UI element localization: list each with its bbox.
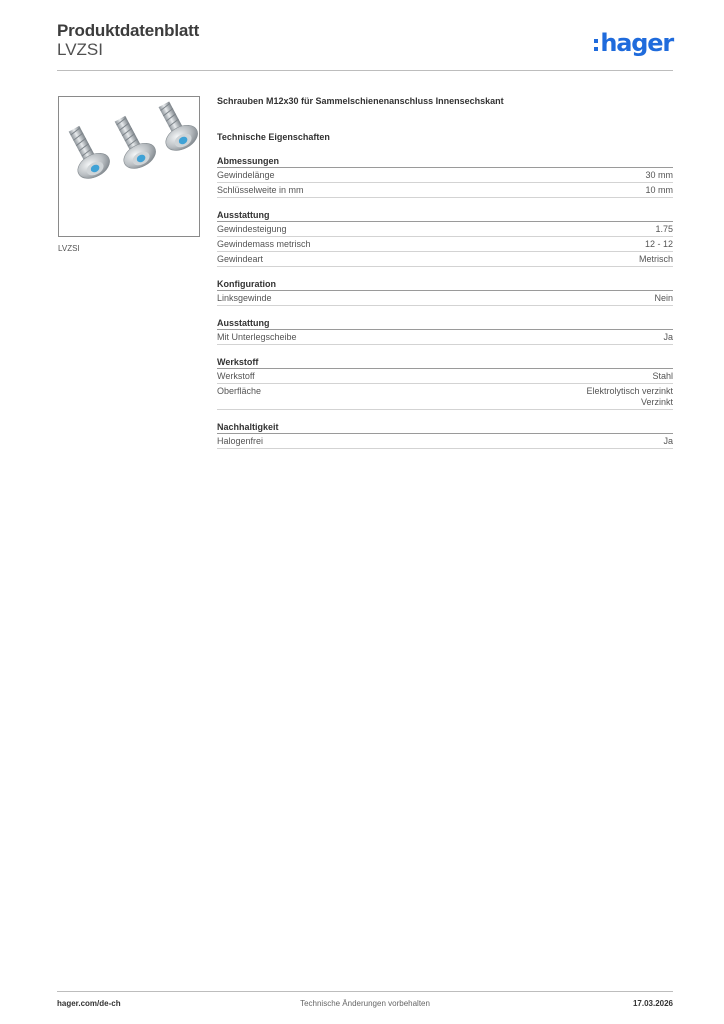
- property-label: Gewindesteigung: [217, 224, 287, 234]
- property-row: [217, 168, 673, 183]
- screws-product-image-icon: [59, 97, 199, 236]
- document-title: Produktdatenblatt: [57, 21, 200, 40]
- property-row: [217, 237, 673, 252]
- properties-sections: [217, 155, 673, 449]
- section-title: Werkstoff: [217, 356, 673, 369]
- property-label: Mit Unterlegscheibe: [217, 332, 297, 342]
- property-row: [217, 183, 673, 198]
- footer-date: 17.03.2026: [632, 999, 673, 1008]
- property-value: [663, 332, 673, 343]
- property-row: [217, 434, 673, 449]
- property-section: [217, 421, 673, 449]
- property-label: Oberfläche: [217, 386, 262, 396]
- property-label: Gewindelänge: [217, 170, 275, 180]
- page-footer: [57, 991, 673, 1014]
- section-title: Ausstattung: [217, 209, 673, 222]
- property-value-line: 1.75: [655, 224, 673, 234]
- product-name: Schrauben M12x30 für Sammelschienenanschluss Innensechskant: [217, 96, 504, 106]
- property-value-line: 12 - 12: [644, 239, 673, 249]
- property-row: [217, 384, 673, 410]
- section-title: Konfiguration: [217, 278, 673, 291]
- product-details: [217, 94, 673, 449]
- technical-properties-heading: Technische Eigenschaften: [217, 132, 330, 142]
- hager-logo: [594, 28, 673, 58]
- property-row: [217, 330, 673, 345]
- property-section: [217, 317, 673, 345]
- page-header: [57, 20, 673, 71]
- property-section: [217, 209, 673, 267]
- property-value-line: Ja: [663, 332, 673, 342]
- property-value: [645, 170, 673, 181]
- property-label: Gewindemass metrisch: [217, 239, 311, 249]
- property-value-line: Elektrolytisch verzinkt: [586, 386, 673, 396]
- property-value: [663, 436, 673, 447]
- section-title: Abmessungen: [217, 155, 673, 168]
- product-image: [58, 96, 200, 237]
- property-label: Halogenfrei: [217, 436, 264, 446]
- footer-website: hager.com/de-ch: [57, 999, 121, 1008]
- property-value: [645, 185, 673, 196]
- property-value-line: Stahl: [652, 371, 673, 381]
- logo-text: hager: [600, 29, 673, 57]
- property-label: Gewindeart: [217, 254, 264, 264]
- property-label: Schlüsselweite in mm: [217, 185, 304, 195]
- property-value: [645, 239, 673, 250]
- property-section: [217, 356, 673, 410]
- property-value-line: Verzinkt: [640, 397, 673, 407]
- property-value-line: Metrisch: [638, 254, 673, 264]
- property-value-line: 30 mm: [645, 170, 673, 180]
- section-title: Nachhaltigkeit: [217, 421, 673, 434]
- section-title: Ausstattung: [217, 317, 673, 330]
- property-value: [655, 224, 673, 235]
- document-subtitle: LVZSI: [57, 40, 103, 59]
- property-row: [217, 252, 673, 267]
- image-caption: LVZSI: [58, 244, 80, 253]
- property-value: [652, 371, 673, 382]
- property-value: [654, 293, 673, 304]
- property-value-line: Ja: [663, 436, 673, 446]
- property-value: [639, 254, 673, 265]
- property-row: [217, 222, 673, 237]
- property-value-line: Nein: [654, 293, 673, 303]
- footer-notice: Technische Änderungen vorbehalten: [300, 999, 430, 1008]
- property-value-line: 10 mm: [645, 185, 673, 195]
- property-row: [217, 369, 673, 384]
- property-label: Linksgewinde: [217, 293, 272, 303]
- property-section: [217, 278, 673, 306]
- property-section: [217, 155, 673, 198]
- property-value: [586, 386, 673, 408]
- logo-dots-icon: [594, 39, 598, 51]
- property-row: [217, 291, 673, 306]
- property-label: Werkstoff: [217, 371, 255, 381]
